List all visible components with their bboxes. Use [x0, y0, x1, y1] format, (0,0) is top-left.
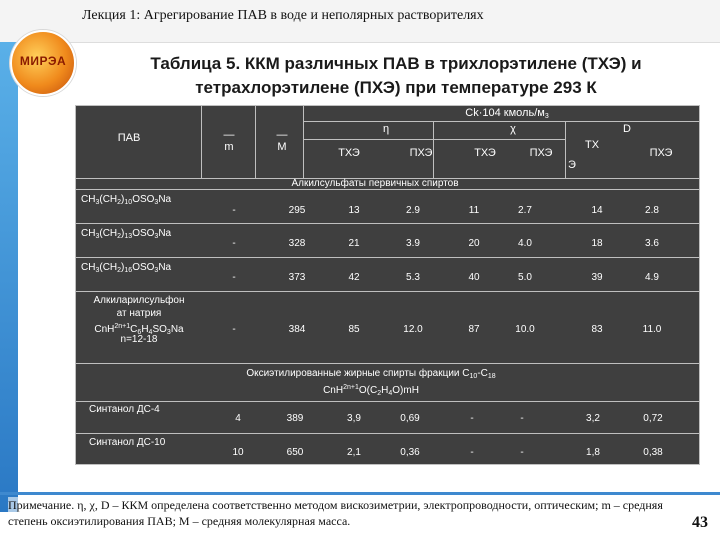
table-border-left [75, 105, 76, 465]
row-4-M: 384 [288, 324, 306, 335]
header-chi: χ [510, 123, 516, 135]
grid-col-pav [201, 105, 202, 178]
table-note: Примечание. η, χ, D – ККМ определена соответственно методом вискозиметрии, электропроводности, оптическим; m – средняя степень оксиэтилирования ПАВ; М – средняя молекулярная масса. [8, 497, 696, 529]
row-6-d-pxe: 0,38 [643, 447, 663, 458]
row-5-name: Синтанол ДС-4 [89, 404, 160, 415]
row-2-chi-pxe: 4.0 [518, 238, 532, 249]
header-M-bar: — M [276, 129, 288, 153]
grid-line-row2 [75, 257, 700, 258]
row-1-m: - [232, 205, 236, 216]
section-ethoxylated-formula: $CnH^{2n+1}O(C_2H_4O)mH$ [323, 384, 419, 397]
top-bar [0, 0, 720, 43]
row-4-d-txe: 83 [591, 324, 603, 335]
side-accent-bar [0, 42, 18, 512]
header-chi-txe: ТХЭ [474, 147, 496, 159]
grid-line-row1 [75, 223, 700, 224]
row-1-M: 295 [288, 205, 306, 216]
row-6-M: 650 [286, 447, 304, 458]
header-eta-txe: ТХЭ [338, 147, 360, 159]
grid-col-chi [565, 121, 566, 178]
section-alkylsulfates: Алкилсульфаты первичных спиртов [291, 178, 459, 189]
row-6-chi-txe: - [470, 447, 474, 458]
row-4-chi-txe: 87 [468, 324, 480, 335]
row-3-eta-pxe: 5.3 [406, 272, 420, 283]
row-6-chi-pxe: - [520, 447, 524, 458]
grid-line-row5 [75, 433, 700, 434]
row-2-d-pxe: 3.6 [645, 238, 659, 249]
grid-line-group-bottom [303, 139, 565, 140]
row-5-d-pxe: 0,72 [643, 413, 663, 424]
header-eta: η [382, 123, 390, 135]
row-5-M: 389 [286, 413, 304, 424]
grid-line-section2-bottom [75, 401, 700, 402]
table-border-bottom [75, 464, 700, 465]
row-2-chi-txe: 20 [468, 238, 480, 249]
logo-text: МИРЭА [19, 54, 67, 68]
row-1-eta-pxe: 2.9 [406, 205, 420, 216]
row-1-name: $CH_3(CH_2)_{10}OSO_3Na$ [81, 194, 172, 206]
title-line-1: Таблица 5. ККМ различных ПАВ в трихлорэтилене (ТХЭ) и [150, 54, 642, 73]
section-ethoxylated-alcohols: Оксиэтилированные жирные спирты фракции $С_{10}-С_{18}$ [246, 368, 496, 380]
row-1-chi-txe: 11 [468, 205, 480, 216]
table-border-right [699, 105, 700, 465]
row-2-M: 328 [288, 238, 306, 249]
row-3-eta-txe: 42 [348, 272, 360, 283]
row-4-m: - [232, 324, 236, 335]
grid-col-m [255, 105, 256, 178]
university-logo [10, 30, 76, 96]
row-5-d-txe: 3,2 [586, 413, 600, 424]
row-3-chi-txe: 40 [468, 272, 480, 283]
row-4-name-l4: n=12-18 [120, 334, 158, 345]
row-3-d-pxe: 4.9 [645, 272, 659, 283]
row-2-eta-txe: 21 [348, 238, 360, 249]
row-1-eta-txe: 13 [348, 205, 360, 216]
row-3-name: $CH_3(CH_2)_{16}OSO_3Na$ [81, 262, 172, 274]
grid-line-row4 [75, 363, 700, 364]
grid-col-M [303, 105, 304, 178]
row-4-name-l2: ат натрия [116, 308, 162, 319]
header-eta-pxe: ПХЭ [409, 147, 433, 159]
row-4-d-pxe: 11.0 [642, 324, 662, 335]
row-1-chi-pxe: 2.7 [518, 205, 532, 216]
header-D: D [623, 123, 631, 135]
row-4-chi-pxe: 10.0 [515, 324, 535, 335]
row-2-name: $CH_3(CH_2)_{13}OSO_3Na$ [81, 228, 172, 240]
slide-title [96, 52, 696, 100]
grid-line-row3 [75, 291, 700, 292]
row-3-chi-pxe: 5.0 [518, 272, 532, 283]
header-d-e: Э [568, 159, 576, 171]
row-3-m: - [232, 272, 236, 283]
lecture-title: Лекция 1: Агрегирование ПАВ в воде и неполярных растворителях [82, 8, 484, 23]
row-1-d-txe: 14 [591, 205, 603, 216]
grid-col-eta [433, 121, 434, 178]
row-1-d-pxe: 2.8 [645, 205, 659, 216]
row-2-eta-pxe: 3.9 [406, 238, 420, 249]
row-5-chi-pxe: - [520, 413, 524, 424]
header-d-pxe: ПХЭ [649, 147, 673, 159]
row-6-eta-pxe: 0,36 [400, 447, 420, 458]
page-number: 43 [692, 514, 708, 531]
row-6-eta-txe: 2,1 [347, 447, 361, 458]
header-m-bar: — m [223, 129, 235, 153]
row-3-M: 373 [288, 272, 306, 283]
row-6-m: 10 [232, 447, 244, 458]
header-d-tx: ТХ [584, 139, 600, 151]
row-5-chi-txe: - [470, 413, 474, 424]
row-4-name-l1: Алкиларилсульфон [93, 295, 185, 306]
header-pav: ПАВ [117, 132, 141, 144]
row-4-name-l3: $CnH^{2n+1}C_6H_4SO_3Na$ [94, 323, 184, 336]
header-chi-pxe: ПХЭ [529, 147, 553, 159]
footer-accent-line [0, 492, 720, 495]
row-5-m: 4 [235, 413, 241, 424]
row-5-eta-pxe: 0,69 [400, 413, 420, 424]
table-border-top [75, 105, 700, 106]
row-5-eta-txe: 3,9 [347, 413, 361, 424]
row-4-eta-pxe: 12.0 [403, 324, 423, 335]
row-2-m: - [232, 238, 236, 249]
header-ck: Ck·104 кмоль/$м_3$ [465, 107, 549, 120]
row-6-d-txe: 1,8 [586, 447, 600, 458]
row-4-eta-txe: 85 [348, 324, 360, 335]
data-table [75, 105, 700, 465]
title-line-2: тетрахлорэтилене (ПХЭ) при температуре 293 К [195, 78, 597, 97]
row-6-name: Синтанол ДС-10 [89, 437, 166, 448]
row-2-d-txe: 18 [591, 238, 603, 249]
row-3-d-txe: 39 [591, 272, 603, 283]
